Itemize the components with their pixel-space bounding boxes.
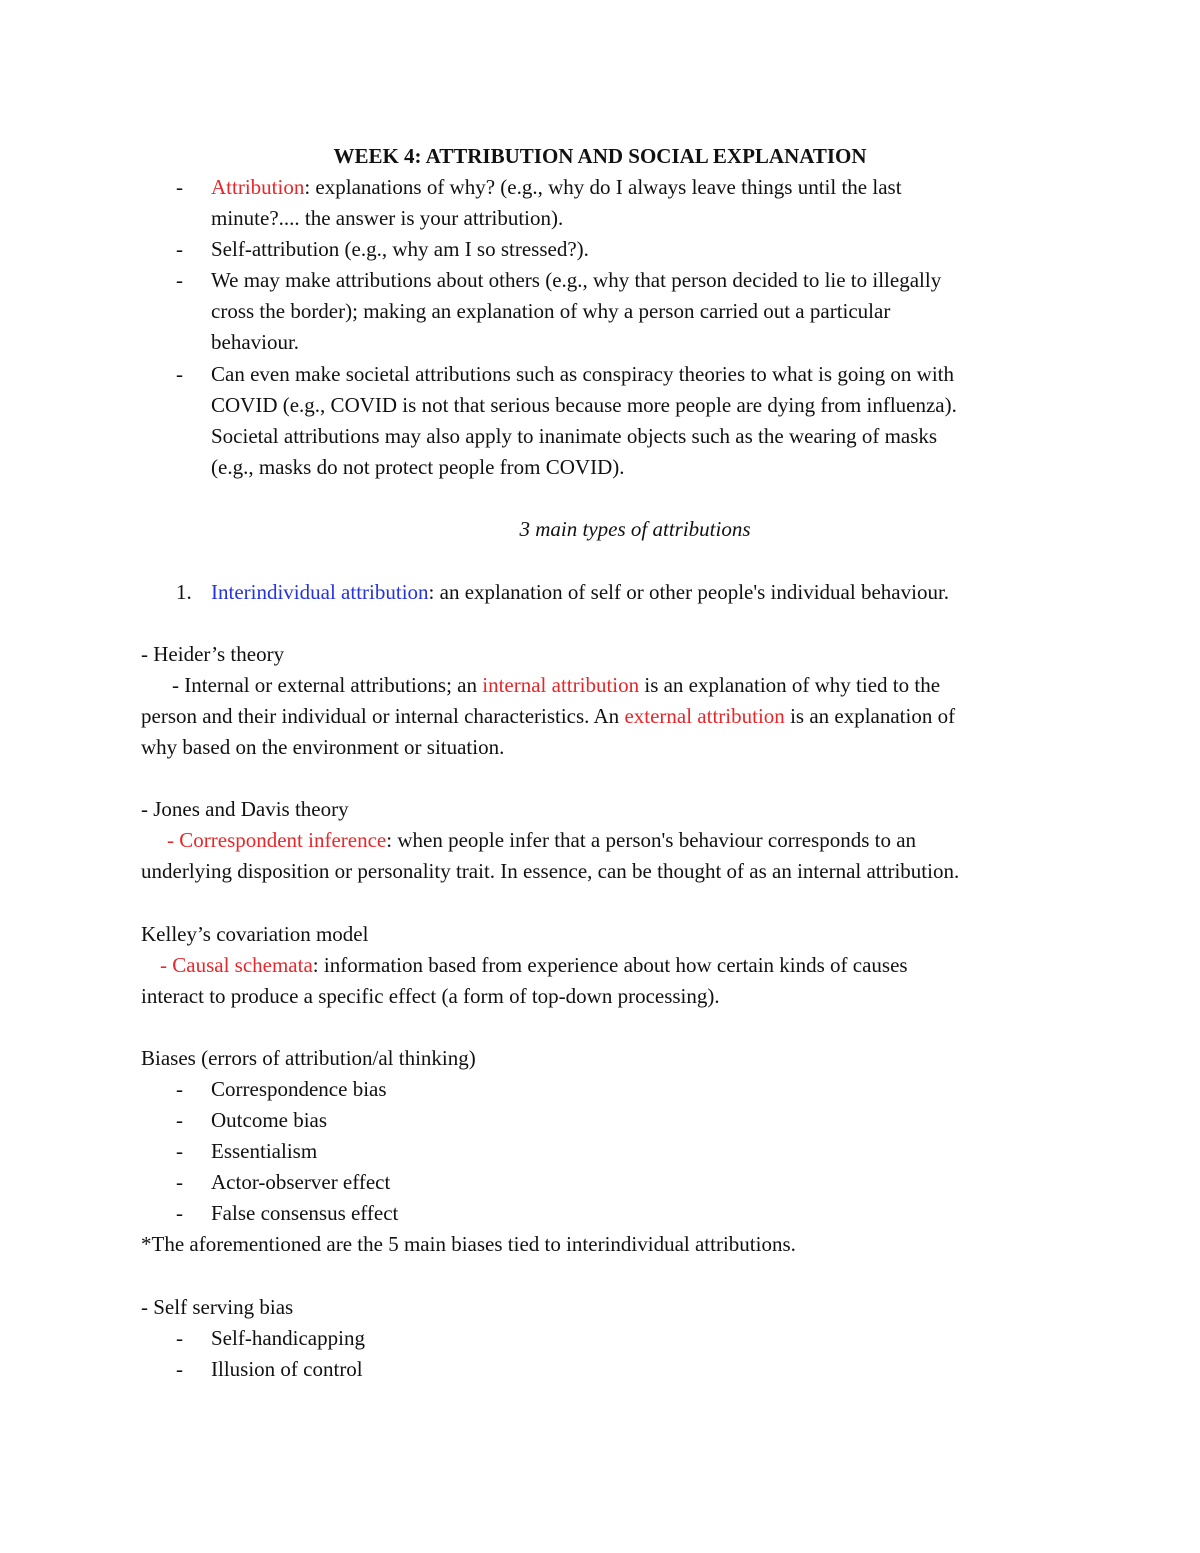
bullet-dash: - [176,175,183,199]
bias-item: False consensus effect [211,1201,399,1225]
heider-text: is an explanation of [784,704,956,728]
page-title: WEEK 4: ATTRIBUTION AND SOCIAL EXPLANATION [333,144,867,168]
jones-davis-line-2: underlying disposition or personality trait. In essence, can be thought of as an internal attribution. [141,859,960,883]
bullet-dash: - [176,1357,183,1381]
type1-definition [211,577,949,608]
self-serving-heading: - Self serving bias [141,1295,294,1319]
intro-item-self-attribution: Self-attribution (e.g., why am I so stressed?). [211,237,589,261]
intro-item-continuation: cross the border); making an explanation of why a person carried out a particular [211,299,891,323]
heider-text: person and their individual or internal characteristics. An [141,704,625,728]
heider-line-2 [141,701,955,732]
kelley-dash: - [160,953,173,977]
kelley-heading: Kelley’s covariation model [141,922,369,946]
heider-line-3: why based on the environment or situation. [141,735,505,759]
kelley-line-2: interact to produce a specific effect (a form of top-down processing). [141,984,720,1008]
jones-davis-line-1 [167,825,916,856]
term-causal-schemata: Causal schemata [172,953,313,977]
intro-item-continuation: minute?.... the answer is your attribution). [211,206,564,230]
heider-text: is an explanation of why tied to the [639,673,941,697]
intro-item-continuation: Societal attributions may also apply to inanimate objects such as the wearing of masks [211,424,938,448]
bullet-dash: - [176,1170,183,1194]
list-number: 1. [176,580,192,604]
bullet-dash: - [176,1201,183,1225]
intro-item-continuation: behaviour. [211,330,300,354]
intro-item-continuation: (e.g., masks do not protect people from COVID). [211,455,625,479]
term-attribution: Attribution [211,175,305,199]
bullet-dash: - [176,1139,183,1163]
bullet-dash: - [176,362,183,386]
heider-heading: - Heider’s theory [141,642,285,666]
heider-text: - Internal or external attributions; an [172,673,483,697]
intro-item-attribution [211,172,902,203]
type1-text: : an explanation of self or other people's individual behaviour. [428,580,950,604]
term-correspondent-inference: Correspondent inference [179,828,387,852]
biases-note: *The aforementioned are the 5 main biases tied to interindividual attributions. [141,1232,796,1256]
term-interindividual-attribution: Interindividual attribution [211,580,429,604]
kelley-text: : information based from experience about how certain kinds of causes [312,953,908,977]
intro-item-text: : explanations of why? (e.g., why do I always leave things until the last [304,175,902,199]
bullet-dash: - [176,1077,183,1101]
intro-item-continuation: COVID (e.g., COVID is not that serious because more people are dying from influenza). [211,393,957,417]
kelley-line-1 [160,950,908,981]
bias-item: Essentialism [211,1139,318,1163]
bias-item: Correspondence bias [211,1077,387,1101]
bias-item: Actor-observer effect [211,1170,391,1194]
jones-davis-text: : when people infer that a person's behaviour corresponds to an [386,828,917,852]
bullet-dash: - [176,268,183,292]
intro-item-others: We may make attributions about others (e.g., why that person decided to lie to illegally [211,268,942,292]
intro-item-societal: Can even make societal attributions such as conspiracy theories to what is going on with [211,362,954,386]
bullet-dash: - [176,1108,183,1132]
self-serving-item: Illusion of control [211,1357,363,1381]
jones-davis-dash: - [167,828,180,852]
types-heading: 3 main types of attributions [519,517,751,541]
biases-heading: Biases (errors of attribution/al thinking) [141,1046,476,1070]
bullet-dash: - [176,1326,183,1350]
heider-line-1 [172,670,940,701]
self-serving-item: Self-handicapping [211,1326,365,1350]
bullet-dash: - [176,237,183,261]
bias-item: Outcome bias [211,1108,328,1132]
jones-davis-heading: - Jones and Davis theory [141,797,349,821]
term-internal-attribution: internal attribution [482,673,640,697]
term-external-attribution: external attribution [624,704,785,728]
